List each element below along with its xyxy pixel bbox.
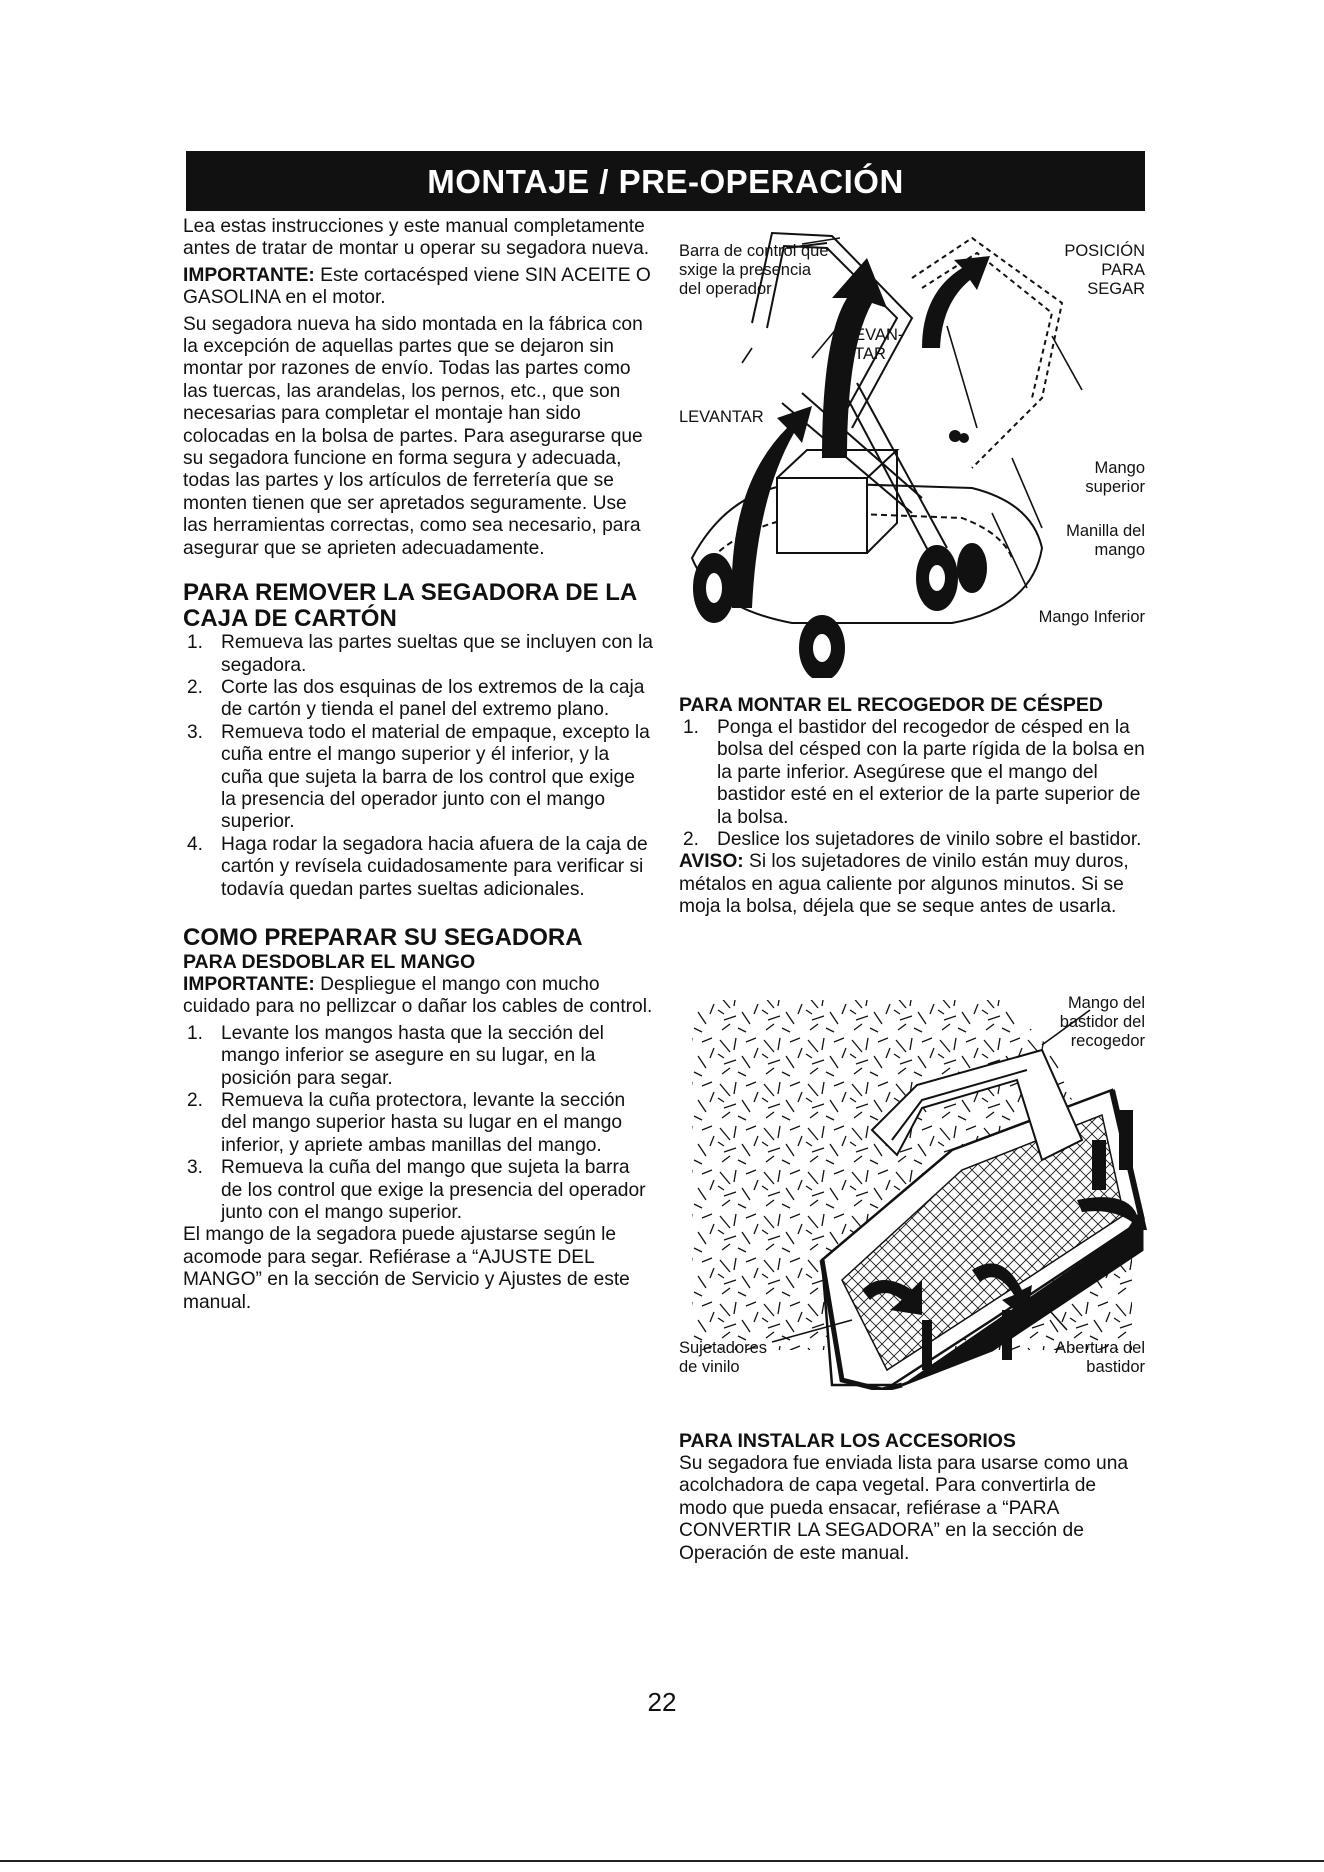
- step-text: Corte las dos esquinas de los extremos de la caja de cartón y tienda el panel del extremo plano.: [221, 676, 645, 721]
- important-text-2: Despliegue el mango con mucho cuidado para no pellizcar o dañar los cables de control.: [183, 973, 653, 1018]
- step-text: Remueva la cuña protectora, levante la sección del mango superior hasta su lugar en el mango inferior, y apriete ambas manillas del mango.: [221, 1090, 626, 1156]
- step-number: 1.: [187, 1022, 204, 1044]
- label-mowing-position: POSICIÓN PARA SEGAR: [1064, 242, 1145, 298]
- assembly-paragraph: Su segadora nueva ha sido montada en la fábrica con la excepción de aquellas partes que se dejaron sin montar por razones de envío. Todas las partes como las tuercas, las arandelas, los pernos, etc., que son necesarias para completar el montaje han sido colocadas en la bolsa de partes. Para asegurarse que su segadora funcione en forma segura y adecuada, todas las partes y los artículos de ferretería que se monten tienen que ser apretados seguramente. Use las herramientas correctas, como sea necesario, para asegurar que se aprieten adecuadamente.: [183, 313, 643, 559]
- step-number: 4.: [187, 833, 204, 855]
- unfold-heading: PARA DESDOBLAR EL MANGO: [183, 950, 476, 973]
- step-number: 2.: [187, 676, 204, 698]
- catcher-steps: [679, 717, 1149, 851]
- step-text: Remueva todo el material de empaque, excepto la cuña entre el mango superior y él inferior, y la cuña que sujeta la barra de los control que exige la presencia del operador junto con el mango superior.: [221, 721, 650, 833]
- list-item: [183, 1157, 653, 1224]
- important-note: [183, 265, 653, 310]
- step-text: Levante los mangos hasta que la sección del mango inferior se asegure en su lugar, en la posición para segar.: [221, 1022, 604, 1089]
- notice-text: Si los sujetadores de vinilo están muy duros, métalos en agua caliente por algunos minutos. Si se moja la bolsa, déjela que se seque antes de usarla.: [679, 851, 1129, 918]
- list-item: [679, 717, 1149, 829]
- list-item: [183, 834, 653, 901]
- label-frame-opening: Abertura del bastidor: [1055, 1339, 1145, 1376]
- notice-label: AVISO:: [679, 851, 744, 873]
- unfold-steps: [183, 1023, 653, 1225]
- handle-note: El mango de la segadora puede ajustarse según le acomode para segar. Refiérase a “AJUSTE DEL MANGO” en la sección de Servicio y Ajustes de este manual.: [183, 1224, 630, 1313]
- remove-heading: PARA REMOVER LA SEGADORA DE LA CAJA DE CARTÓN: [183, 579, 637, 633]
- important-text: Este cortacésped viene SIN ACEITE O GASOLINA en el motor.: [183, 264, 651, 309]
- list-item: [679, 829, 1149, 851]
- label-handle-knob: Manilla del mango: [1066, 522, 1145, 559]
- important-note-2: [183, 974, 653, 1019]
- accessories-heading: PARA INSTALAR LOS ACCESORIOS: [679, 1430, 1016, 1452]
- label-raise: LEVANTAR: [679, 408, 764, 426]
- important-label: IMPORTANTE:: [183, 264, 315, 286]
- bottom-divider: [0, 1860, 1324, 1862]
- step-text: Deslice los sujetadores de vinilo sobre el bastidor.: [717, 829, 1142, 851]
- step-number: 2.: [187, 1090, 204, 1111]
- label-lower-handle: Mango Inferior: [1038, 608, 1145, 626]
- list-item: [183, 1090, 653, 1157]
- step-number: 3.: [187, 1157, 204, 1179]
- right-column: [679, 694, 1149, 923]
- list-item: [183, 677, 653, 722]
- catcher-heading: PARA MONTAR EL RECOGEDOR DE CÉSPED: [679, 694, 1103, 716]
- intro-paragraph: Lea estas instrucciones y este manual completamente antes de tratar de montar u operar su segadora nueva.: [183, 216, 650, 260]
- left-column: [183, 216, 653, 1318]
- remove-steps: [183, 632, 653, 901]
- page-title: MONTAJE / PRE-OPERACIÓN: [186, 151, 1145, 211]
- notice-paragraph: [679, 851, 1149, 918]
- label-vinyl-clips: Sujetadores de vinilo: [679, 1339, 768, 1376]
- step-number: 1.: [187, 632, 204, 654]
- label-frame-handle: Mango del bastidor del recogedor: [1059, 994, 1145, 1050]
- list-item: [183, 632, 653, 677]
- step-text: Haga rodar la segadora hacia afuera de la caja de cartón y revísela cuidadosamente para verificar si todavía quedan partes sueltas adicionales.: [221, 833, 648, 900]
- accessories-section: [679, 1430, 1149, 1569]
- step-number: 1.: [683, 717, 700, 738]
- page-number: 22: [647, 1687, 677, 1717]
- step-number: 2.: [683, 829, 700, 851]
- step-text: Ponga el bastidor del recogedor de césped en la bolsa del césped con la parte rígida de la bolsa en la parte inferior. Asegúrese que el mango del bastidor esté en el exterior de la parte superior de la bolsa.: [717, 717, 1145, 828]
- step-text: Remueva las partes sueltas que se incluyen con la segadora.: [221, 632, 653, 676]
- label-raise-upper: LEVAN-TAR: [845, 326, 904, 363]
- list-item: [183, 1023, 653, 1090]
- prepare-heading: COMO PREPARAR SU SEGADORA: [183, 923, 583, 951]
- step-text: Remueva la cuña del mango que sujeta la barra de los control que exige la presencia del operador junto con el mango superior.: [221, 1157, 646, 1224]
- label-upper-handle: Mango superior: [1085, 459, 1145, 496]
- list-item: [183, 722, 653, 834]
- label-control-bar: Barra de control que sxige la presencia del operador: [679, 242, 829, 298]
- accessories-paragraph: Su segadora fue enviada lista para usarse como una acolchadora de capa vegetal. Para convertirla de modo que pueda ensacar, refiérase a “PARA CONVERTIR LA SEGADORA” en la sección de Operación de este manual.: [679, 1453, 1129, 1564]
- important-label-2: IMPORTANTE:: [183, 973, 315, 995]
- step-number: 3.: [187, 721, 204, 743]
